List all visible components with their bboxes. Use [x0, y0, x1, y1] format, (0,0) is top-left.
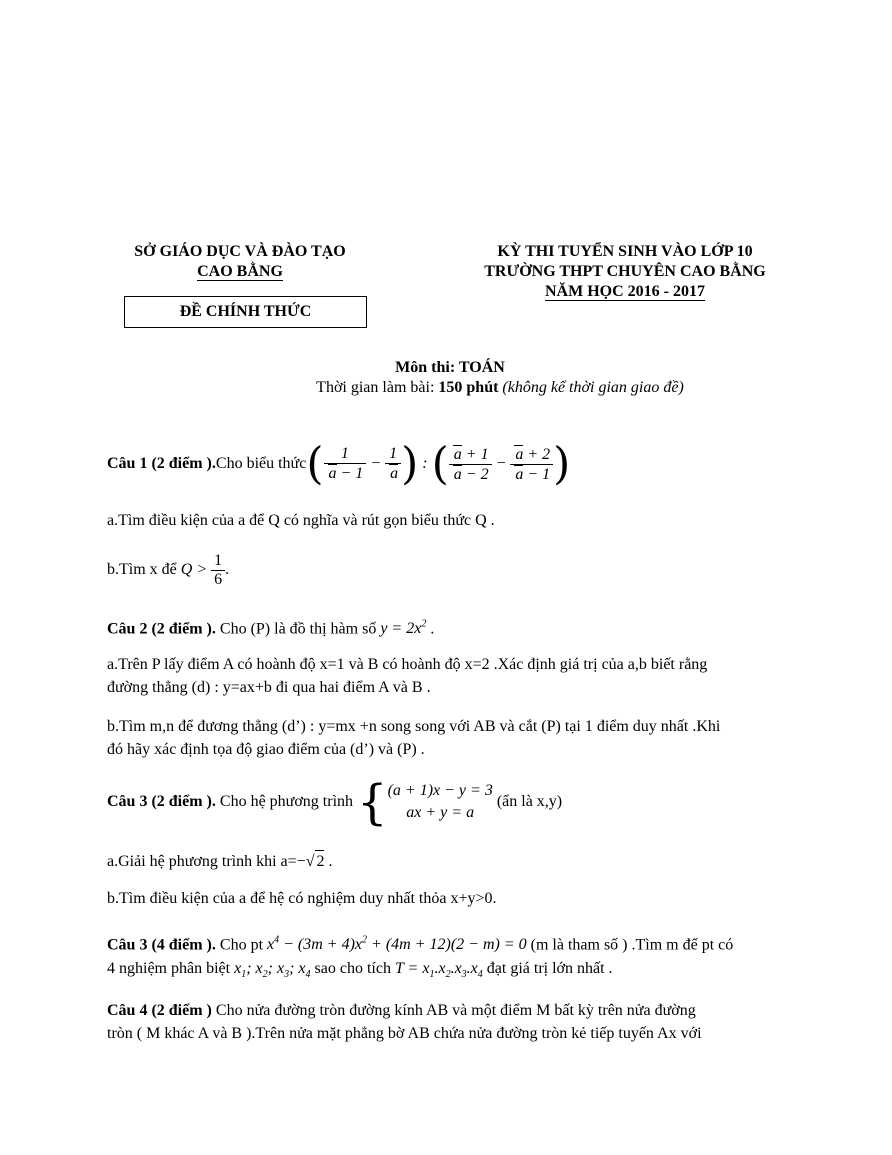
- duration-note: (không kể thời gian giao đề): [502, 379, 684, 396]
- q3b-line2-mid: sao cho tích: [314, 960, 395, 977]
- q2-part-b-line2: đó hãy xác định tọa độ giao điểm của (d’) và (P) .: [107, 741, 425, 758]
- q3b-line2-prefix: 4 nghiệm phân biệt: [107, 960, 235, 977]
- q4-line2: tròn ( M khác A và B ).Trên nửa mặt phẳng bờ AB chứa nửa đường tròn kẻ tiếp tuyến Ax với: [107, 1025, 702, 1042]
- q2-statement: Câu 2 (2 điểm ). Cho (P) là đồ thị hàm số $y = 2x^2$ .: [107, 619, 435, 638]
- q3-part-a: [107, 850, 797, 873]
- q3-intro: Cho hệ phương trình: [215, 793, 354, 810]
- q3-statement: [107, 774, 797, 831]
- province-name-text: CAO BẰNG: [197, 263, 283, 280]
- q3b-statement: [107, 930, 797, 956]
- q3-part-a-suffix: .: [324, 853, 333, 870]
- q1-part-b-prefix: b.Tìm x để: [107, 561, 177, 578]
- q2-label: Câu 2 (2 điểm ).: [107, 620, 216, 638]
- q1-part-b-suffix: .: [225, 561, 230, 578]
- q2-part-a-line2: đường thẳng (d) : y=ax+b đi qua hai điểm A và B .: [107, 679, 431, 696]
- school-year-text: NĂM HỌC 2016 - 2017: [545, 283, 705, 300]
- q3-value-a: −√ 2: [297, 853, 325, 870]
- q3b-label: Câu 3 (4 điểm ).: [107, 936, 216, 954]
- province-name: [100, 262, 380, 282]
- q2-intro: Cho (P) là đồ thị hàm số: [215, 620, 381, 638]
- school-name: TRƯỜNG THPT CHUYÊN CAO BẰNG: [484, 263, 766, 280]
- q3b-line2: [107, 958, 797, 986]
- q1-part-a: a.Tìm điều kiện của a để Q có nghĩa và rút gọn biểu thức Q .: [107, 512, 495, 529]
- q3b-roots: $x_1$; $x_2$; $x_3$; $x_4$: [234, 960, 311, 981]
- q4-label: Câu 4 (2 điểm ): [107, 1002, 212, 1019]
- exam-title: KỲ THI TUYỂN SINH VÀO LỚP 10: [497, 243, 753, 260]
- q3b-line2-suffix: đạt giá trị lớn nhất .: [482, 960, 613, 977]
- q3b-product: $T = x_1.x_2.x_3.x_4$: [394, 960, 483, 981]
- q1-expression: ( $\frac{1}{a - 1}$ − $\frac{1}{a}$ ) : ( $\frac{a + 1}{a - 2}$ − $\frac{a + 2}{a - 1}$ ): [306, 438, 571, 490]
- q1-inequality: Q > $\frac{1}{6}$: [181, 561, 225, 578]
- q4-line1: [107, 1000, 797, 1022]
- q3b-after-eq: (m là tham số ) .Tìm m để pt có: [526, 936, 734, 954]
- exam-duration: [250, 378, 750, 398]
- q2-part-b-line1: b.Tìm m,n để đương thẳng (d’) : y=mx +n song song với AB và cắt (P) tại 1 điểm duy nhất .Khi: [107, 718, 721, 735]
- q1-statement: [107, 438, 797, 490]
- subject-title: Môn thi: TOÁN: [395, 359, 505, 376]
- q3-label: Câu 3 (2 điểm ).: [107, 793, 216, 810]
- q2-function: $y = 2x^2$: [380, 619, 427, 638]
- system-brace: {: [357, 774, 388, 831]
- q3-part-a-prefix: a.Giải hệ phương trình khi a=: [107, 853, 297, 870]
- q3-note: (ẩn là x,y): [496, 793, 563, 810]
- school-year: [460, 282, 790, 302]
- duration-prefix: Thời gian làm bài:: [316, 379, 439, 396]
- q1-intro: Cho biểu thức: [215, 455, 307, 472]
- official-exam-box: [124, 296, 367, 328]
- q3b-equation: $x^4 - (3m + 4)x^2 + (4m + 12)(2 - m) = 0$: [267, 935, 527, 954]
- q3b-intro: Cho pt: [215, 936, 268, 954]
- q1-label: Câu 1 (2 điểm ).: [107, 455, 216, 472]
- department-name: SỞ GIÁO DỤC VÀ ĐÀO TẠO: [134, 243, 346, 260]
- q2-part-a-line1: a.Trên P lấy điểm A có hoành độ x=1 và B có hoành độ x=2 .Xác định giá trị của a,b biết rằng: [107, 656, 708, 673]
- official-exam-label: ĐỀ CHÍNH THỨC: [179, 303, 312, 320]
- system-equations: (a + 1)x − y = 3 ax + y = a: [387, 782, 493, 822]
- q4-line1-text: Cho nửa đường tròn đường kính AB và một điểm M bất kỳ trên nửa đường: [211, 1002, 696, 1019]
- q3-part-b: b.Tìm điều kiện của a để hệ có nghiệm duy nhất thỏa x+y>0.: [107, 890, 497, 907]
- q3-system: [357, 774, 493, 831]
- q1-part-b: [107, 548, 797, 592]
- duration-value: 150 phút: [438, 379, 499, 396]
